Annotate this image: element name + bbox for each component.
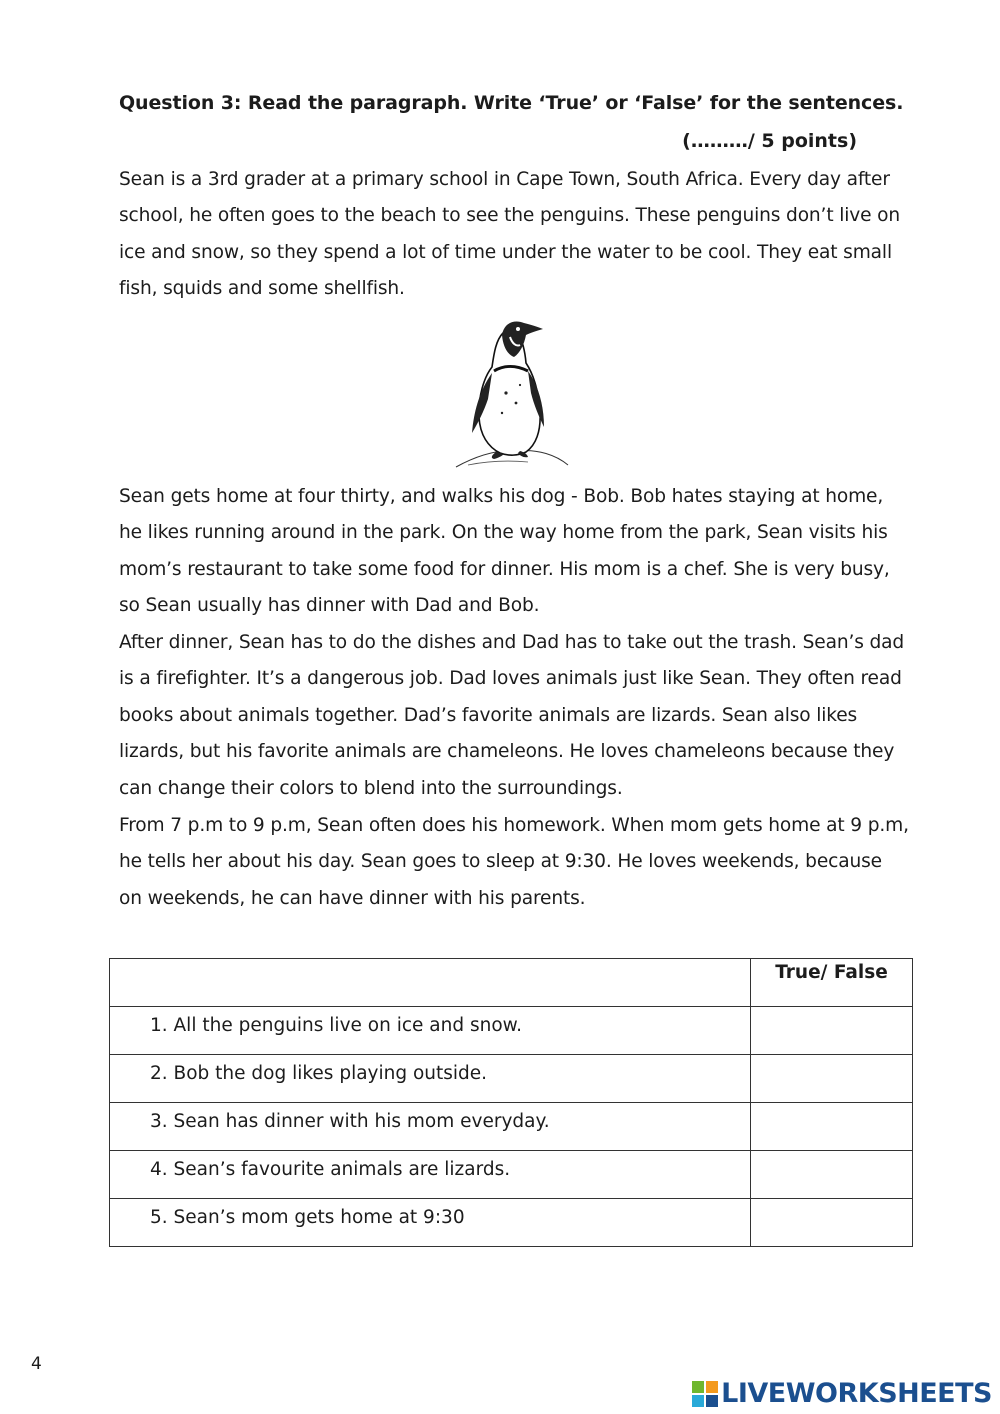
- liveworksheets-logo-icon: [692, 1381, 718, 1407]
- header-statement-cell: [110, 959, 751, 1007]
- paragraph-4: From 7 p.m to 9 p.m, Sean often does his homework. When mom gets home at 9 p.m, he tells her about his day. Sean goes to sleep at 9:30. He loves weekends, because on weekends, he can have dinner with his parents.: [119, 815, 909, 909]
- brand-name[interactable]: LIVEWORKSHEETS: [721, 1378, 992, 1409]
- paragraph-3: After dinner, Sean has to do the dishes and Dad has to take out the trash. Sean’s dad is a firefighter. It’s a dangerous job. Dad loves animals just like Sean. They often read books about animals together. Dad’s favorite animals are lizards. Sean also likes lizards, but his favorite animals are chameleons. He loves chameleons because they can change their colors to blend into the surroundings.: [119, 632, 905, 799]
- statement-cell: 3. Sean has dinner with his mom everyday.: [110, 1103, 751, 1151]
- answer-cell[interactable]: [751, 1151, 913, 1199]
- statement-cell: 2. Bob the dog likes playing outside.: [110, 1055, 751, 1103]
- answer-cell[interactable]: [751, 1103, 913, 1151]
- true-false-table: [109, 958, 913, 1247]
- table-row: [110, 1007, 913, 1055]
- statement-cell: 5. Sean’s mom gets home at 9:30: [110, 1199, 751, 1247]
- brand-logo: [692, 1378, 992, 1409]
- table-row: [110, 1199, 913, 1247]
- table-row: [110, 1103, 913, 1151]
- table-row: [110, 1055, 913, 1103]
- answer-cell[interactable]: [751, 1199, 913, 1247]
- question-title: Question 3: Read the paragraph. Write ‘True’ or ‘False’ for the sentences.: [119, 92, 904, 114]
- answer-cell[interactable]: [751, 1055, 913, 1103]
- answer-cell[interactable]: [751, 1007, 913, 1055]
- page-number: 4: [31, 1354, 42, 1374]
- paragraph-1: Sean is a 3rd grader at a primary school in Cape Town, South Africa. Every day after school, he often goes to the beach to see the penguins. These penguins don’t live on ice and snow, so they spend a lot of time under the water to be cool. They eat small fish, squids and some shellfish.: [119, 169, 901, 300]
- table-header-row: [110, 959, 913, 1007]
- points-label: (………/ 5 points): [682, 130, 857, 152]
- penguin-icon: [448, 315, 573, 472]
- statement-cell: 1. All the penguins live on ice and snow.: [110, 1007, 751, 1055]
- paragraph-2: Sean gets home at four thirty, and walks his dog - Bob. Bob hates staying at home, he likes running around in the park. On the way home from the park, Sean visits his mom’s restaurant to take some food for dinner. His mom is a chef. She is very busy, so Sean usually has dinner with Dad and Bob.: [119, 486, 890, 617]
- table-row: [110, 1151, 913, 1199]
- statement-cell: 4. Sean’s favourite animals are lizards.: [110, 1151, 751, 1199]
- header-answer-cell: True/ False: [751, 959, 913, 1007]
